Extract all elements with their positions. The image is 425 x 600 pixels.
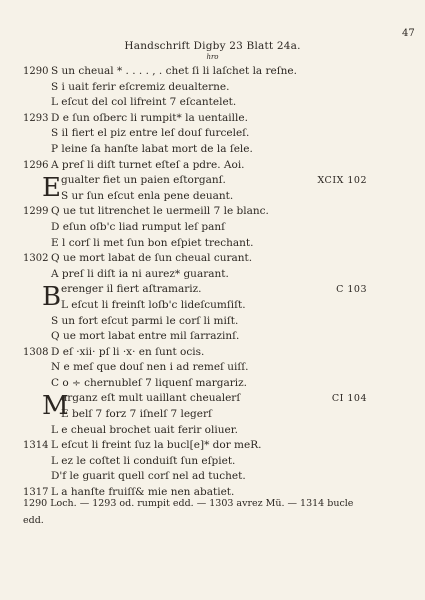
verse-text: L eſcut del col lifreint 7 eſcantelet. <box>51 96 237 109</box>
verse-text: D eſun oſb'c liad rumput leſ panſ <box>51 220 225 233</box>
verse-text: S i uait ferir eſcremiz deualterne. <box>51 80 230 93</box>
verse-line <box>0 251 425 267</box>
verse-text: P leine ſa hanſte labat mort de la ſele. <box>51 142 253 155</box>
verse-text: arganz eſt mult uaillant cheualerſ <box>61 392 241 405</box>
line-number: 1317 <box>23 487 49 499</box>
verse-text: L eſcut li freinſt loſb'c lideſcumſiſt. <box>61 298 246 311</box>
verse-text: S un cheual * . . . . , . chet ſi li laſchet la reſne. <box>51 65 297 77</box>
verse-text: D e ſun oſberc li rumpit* la uentaille. <box>51 111 248 124</box>
verse-line <box>0 423 425 439</box>
verse-text: L ez le coſtet li conduiſt ſun eſpiet. <box>51 454 236 467</box>
verse-line <box>0 376 425 392</box>
verse-line <box>0 80 425 96</box>
line-number: 1308 <box>23 346 49 358</box>
page-subheader: hro <box>206 53 219 61</box>
verse-line <box>0 220 425 236</box>
verse-lines <box>0 64 425 501</box>
verse-line <box>0 345 425 361</box>
verse-line <box>0 64 425 80</box>
verse-text: Q ue mort labat entre mil ſarrazinſ. <box>51 330 240 343</box>
verse-text: L a hanſte fruiſſ& mie nen abatiet. <box>51 486 235 499</box>
verse-text: D'f le guarit quell corſ nel ad tuchet. <box>51 470 246 483</box>
verse-text: A preſ li diſt turnet eſteſ a pdre. Aoi. <box>51 158 245 171</box>
line-number: 1302 <box>23 253 49 265</box>
verse-text: E belſ 7 forz 7 iſnelſ 7 legerſ <box>61 408 212 421</box>
verse-line <box>0 142 425 158</box>
verse-text: gualter fiet un paien eſtorganſ. <box>61 174 226 187</box>
verse-line <box>0 126 425 142</box>
line-number: 1314 <box>23 440 49 452</box>
decorated-initial: M <box>42 391 69 422</box>
verse-text: E l corſ li met ſun bon eſpiet trechant. <box>51 236 254 249</box>
verse-text: erenger il fiert aſtramariz. <box>61 283 202 296</box>
verse-text: C o ÷ chernubleſ 7 liquenſ margariz. <box>51 376 247 389</box>
verse-line <box>0 469 425 485</box>
verse-line <box>0 454 425 470</box>
margin-note: XCIX 102 <box>317 175 367 187</box>
verse-text: Q ue tut litrenchet le uermeill 7 le blanc. <box>51 205 269 218</box>
verse-text: S un fort eſcut parmi le corſ li miſt. <box>51 314 239 327</box>
verse-text: S il fiert el piz entre leſ douſ furceleſ. <box>51 127 250 140</box>
verse-line <box>0 407 425 423</box>
verse-text: L e cheual brochet uait ferir oliuer. <box>51 423 238 436</box>
decorated-initial: B <box>42 282 62 313</box>
verse-line <box>0 236 425 252</box>
verse-line <box>0 360 425 376</box>
verse-line <box>0 189 425 205</box>
verse-text: D eſ ·xii· pſ li ·x· en ſunt ocis. <box>51 345 205 358</box>
verse-line <box>0 438 425 454</box>
verse-text: N e meſ que douſ nen i ad remeſ uiſſ. <box>51 361 249 374</box>
line-number: 1293 <box>23 112 49 124</box>
verse-line <box>0 267 425 283</box>
footnotes: 1290 Loch. — 1293 od. rumpit edd. — 1303 avrez Mü. — 1314 bucle edd. <box>23 498 354 526</box>
page-header: Handschrift Digby 23 Blatt 24a. <box>124 40 301 52</box>
verse-line <box>0 111 425 127</box>
line-number: 1299 <box>23 206 49 218</box>
verse-line <box>0 298 425 314</box>
verse-line <box>0 314 425 330</box>
verse-text: Q ue mort labat de ſun cheual curant. <box>51 252 253 265</box>
line-number: 1296 <box>23 159 49 171</box>
margin-note: C 103 <box>336 284 367 296</box>
verse-line <box>0 158 425 174</box>
verse-line <box>0 95 425 111</box>
page-number: 47 <box>402 28 415 39</box>
verse-line <box>0 204 425 220</box>
verse-text: S ur ſun eſcut enla pene deuant. <box>61 189 234 202</box>
decorated-initial: E <box>42 173 61 204</box>
verse-text: A preſ li diſt ia ni aurez* guarant. <box>51 267 229 280</box>
verse-text: L eſcut li freint ſuz la bucl[e]* dor meR. <box>51 439 262 452</box>
margin-note: CI 104 <box>331 393 367 405</box>
verse-line <box>0 329 425 345</box>
line-number: 1290 <box>23 66 49 77</box>
